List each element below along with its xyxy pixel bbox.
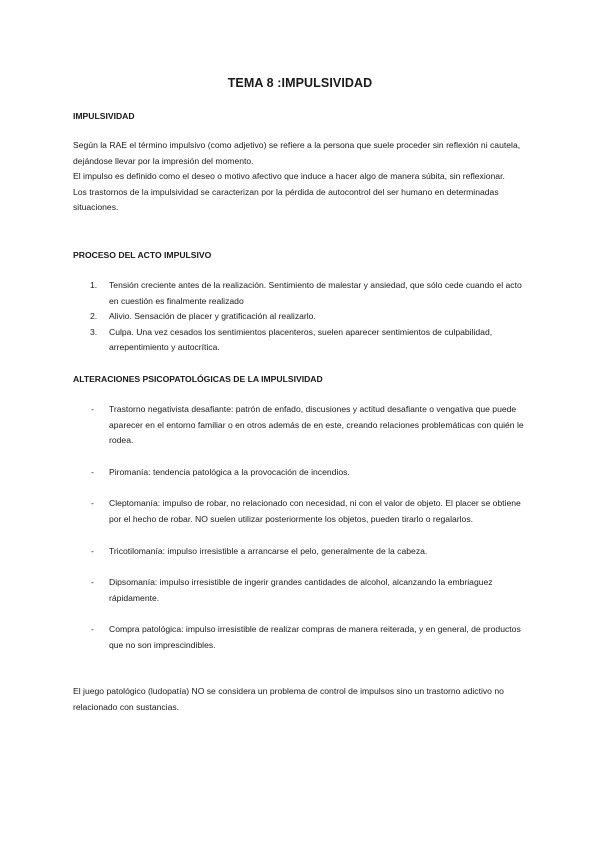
list-item [73, 544, 528, 560]
list-item [73, 325, 528, 356]
list-item-text: Alivio. Sensación de placer y gratificación al realizarlo. [109, 311, 316, 322]
list-item-text: Compra patológica: impulso irresistible de realizar compras de manera reiterada, y en general, de productos que no son imprescindibles. [109, 624, 521, 650]
list-item-text: Culpa. Una vez cesados los sentimientos placenteros, suelen aparecer sentimientos de culpabilidad, arrepentimiento y autocrítica. [109, 326, 493, 353]
dash-bullet: - [91, 577, 94, 588]
dash-bullet: - [91, 545, 94, 556]
list-item-text: Cleptomanía: impulso de robar, no relacionado con necesidad, ni con el valor de objeto. El placer se obtiene por el hecho de robar. NO suelen utilizar posteriormente los objetos, pueden tirarlo o regalarlos. [109, 498, 521, 524]
list-number: 3. [90, 326, 98, 337]
dash-bullet: - [91, 624, 94, 635]
list-item [73, 575, 528, 606]
dash-bullet: - [91, 404, 94, 414]
paragraph: Los trastornos de la impulsividad se caracterizan por la pérdida de autocontrol del ser humano en determinadas situaciones. [73, 186, 499, 213]
list-item-text: Tricotilomanía: impulso irresistible a arrancarse el pelo, generalmente de la cabeza. [109, 545, 428, 556]
section-heading-proceso: PROCESO DEL ACTO IMPULSIVO [73, 250, 212, 260]
list-item-text: Dipsomanía: impulso irresistible de ingerir grandes cantidades de alcohol, alcanzando la embriaguez rápidamente. [109, 577, 493, 603]
paragraph: Según la RAE el término impulsivo (como adjetivo) se refiere a la persona que suele proceder sin reflexión ni cautela, dejándose llevar por la impresión del momento. [73, 140, 521, 166]
list-item-text: Tensión creciente antes de la realización. Sentimiento de malestar y ansiedad, que sólo cede cuando el acto en cuestión es finalmente realizado [109, 280, 522, 306]
list-item-text: Piromanía: tendencia patológica a la provocación de incendios. [109, 466, 350, 477]
dash-bullet: - [91, 498, 94, 509]
list-item [73, 278, 528, 309]
section-heading-alteraciones: ALTERACIONES PSICOPATOLÓGICAS DE LA IMPULSIVIDAD [73, 374, 323, 384]
dash-bullet: - [91, 466, 94, 477]
list-item [73, 402, 528, 449]
intro-paragraphs [73, 138, 528, 216]
list-number: 2. [90, 311, 98, 322]
list-item [73, 496, 528, 527]
list-item [73, 309, 528, 325]
paragraph: El impulso es definido como el deseo o motivo afectivo que induce a hacer algo de manera súbita, sin reflexionar. [73, 171, 505, 182]
list-item-text: Trastorno negativista desafiante: patrón de enfado, discusiones y actitud desafiante o vengativa que puede aparecer en el entorno familiar o en otros además de en este, creando relaciones problemáticas con quién le rodea. [109, 404, 524, 446]
list-number: 1. [90, 280, 98, 290]
section-heading-impulsividad: IMPULSIVIDAD [73, 111, 135, 121]
page-title: TEMA 8 :IMPULSIVIDAD [227, 76, 373, 90]
list-item [73, 622, 528, 653]
proceso-list [73, 278, 528, 356]
list-item [73, 465, 528, 481]
alteraciones-list [73, 402, 528, 670]
closing-paragraph: El juego patológico (ludopatía) NO se considera un problema de control de impulsos sino un trastorno adictivo no relacionado con sustancias. [73, 686, 504, 712]
